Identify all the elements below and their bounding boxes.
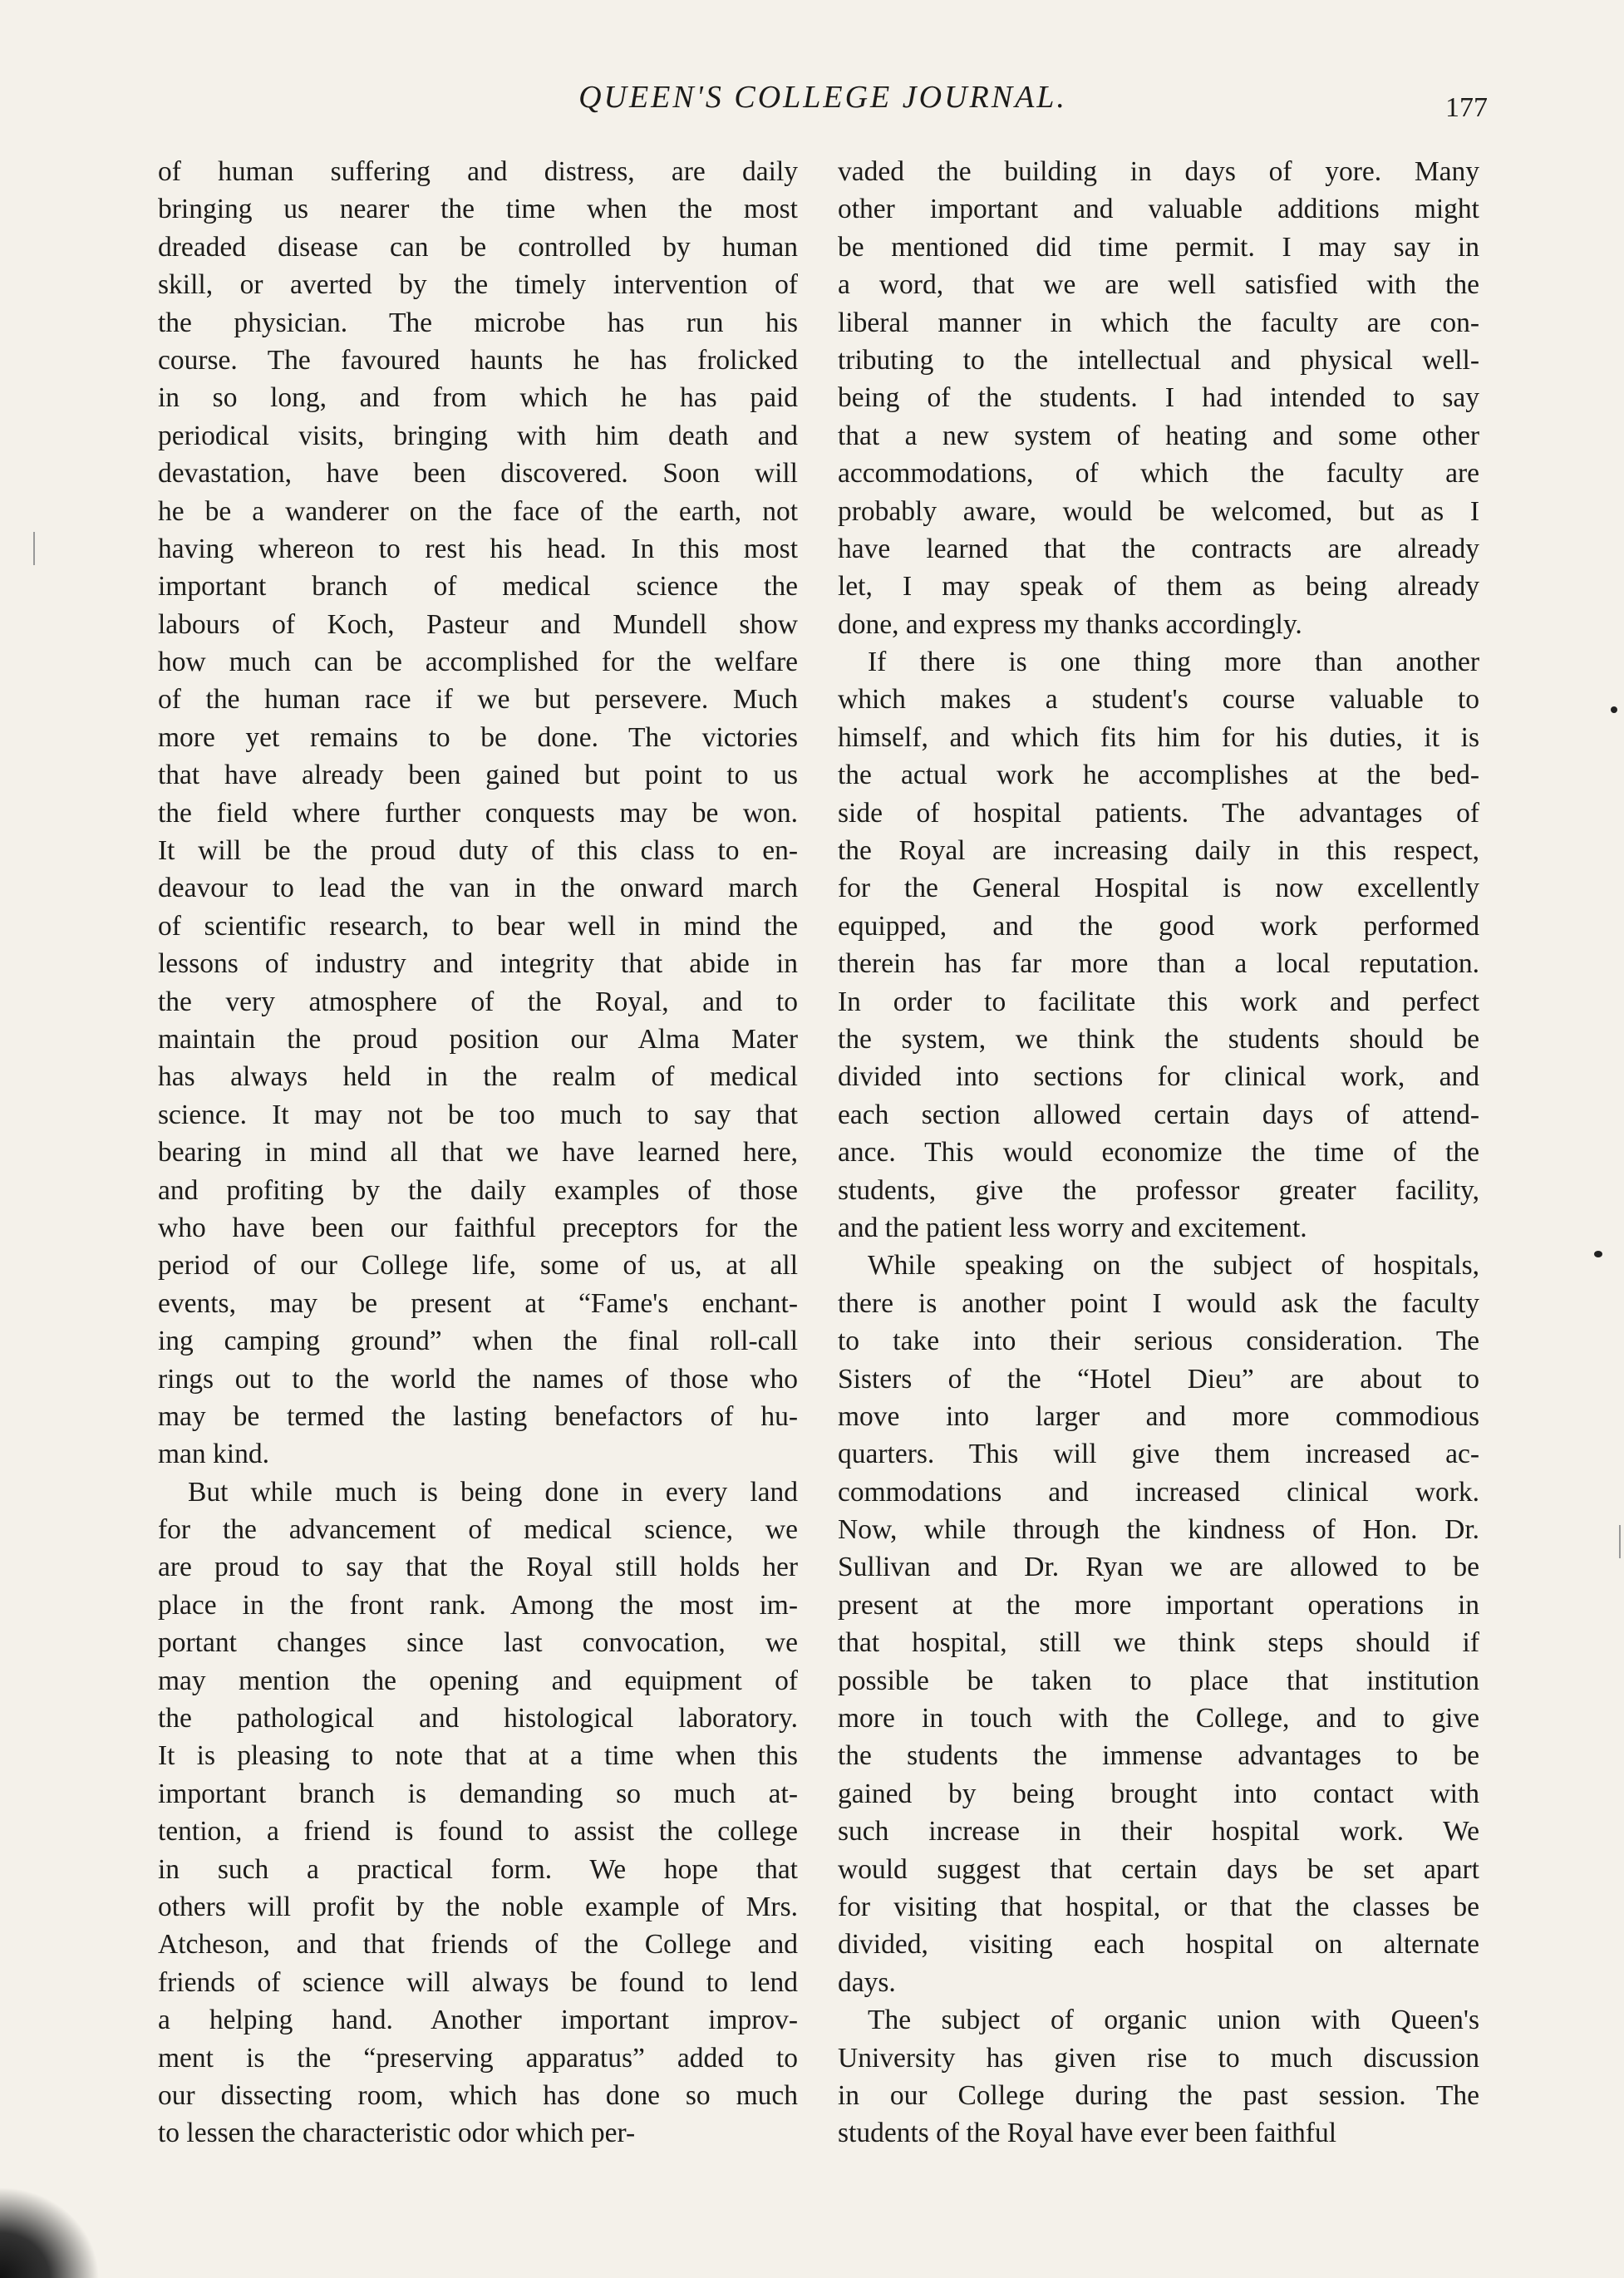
text-line: portant changes since last convocation, we	[158, 1627, 798, 1659]
text-line: The subject of organic union with Queen's	[868, 2005, 1479, 2036]
text-line: in our College during the past session. The	[838, 2079, 1479, 2111]
text-line: who have been our faithful preceptors for the	[158, 1212, 798, 1243]
text-line: man kind.	[158, 1439, 269, 1470]
text-line: Atcheson, and that friends of the College and	[158, 1929, 798, 1961]
text-line: the students the immense advantages to be	[838, 1740, 1479, 1772]
text-line: gained by being brought into contact with	[838, 1778, 1479, 1809]
text-line: bringing us nearer the time when the most	[158, 194, 798, 225]
text-line: University has given rise to much discussion	[838, 2042, 1479, 2074]
text-line: commodations and increased clinical work.	[838, 1476, 1479, 1508]
text-line: science. It may not be too much to say that	[158, 1099, 798, 1130]
text-line: a word, that we are well satisfied with the	[838, 269, 1479, 301]
text-line: more yet remains to be done. The victories	[158, 721, 798, 753]
text-line: there is another point I would ask the faculty	[838, 1287, 1479, 1319]
text-line: that hospital, still we think steps should if	[838, 1627, 1479, 1659]
text-line: Sisters of the “Hotel Dieu” are about to	[838, 1363, 1479, 1395]
text-line: important branch is demanding so much at-	[158, 1778, 798, 1809]
text-line: divided, visiting each hospital on alternate	[838, 1929, 1479, 1961]
text-line: It will be the proud duty of this class to en-	[158, 835, 798, 867]
text-line: events, may be present at “Fame's enchant-	[158, 1287, 798, 1319]
text-line: ing camping ground” when the final roll-call	[158, 1326, 798, 1357]
text-line: skill, or averted by the timely intervention of	[158, 269, 798, 301]
text-line: has always held in the realm of medical	[158, 1061, 798, 1093]
text-line: to take into their serious consideration. The	[838, 1326, 1479, 1357]
text-line: ance. This would economize the time of the	[838, 1137, 1479, 1169]
text-line: in so long, and from which he has paid	[158, 382, 798, 414]
text-line: of human suffering and distress, are daily	[158, 156, 798, 187]
text-line: dreaded disease can be controlled by human	[158, 231, 798, 263]
text-line: divided into sections for clinical work, and	[838, 1061, 1479, 1093]
text-line: which makes a student's course valuable to	[838, 684, 1479, 716]
text-line: vaded the building in days of yore. Many	[838, 156, 1479, 187]
margin-mark	[1619, 1525, 1621, 1558]
text-line: each section allowed certain days of attend-	[838, 1099, 1479, 1130]
text-line: students of the Royal have ever been faithful	[838, 2118, 1337, 2149]
scan-edge-shadow	[0, 2187, 100, 2278]
text-line: quarters. This will give them increased ac-	[838, 1439, 1479, 1470]
text-line: would suggest that certain days be set apart	[838, 1853, 1479, 1885]
text-line: for the advancement of medical science, we	[158, 1514, 798, 1546]
text-line: the system, we think the students should be	[838, 1023, 1479, 1055]
text-line: that have already been gained but point to us	[158, 760, 798, 791]
text-line: bearing in mind all that we have learned here,	[158, 1137, 798, 1169]
text-line: It is pleasing to note that at a time when this	[158, 1740, 798, 1772]
text-line: to lessen the characteristic odor which per-	[158, 2118, 636, 2149]
text-line: having whereon to rest his head. In this most	[158, 533, 798, 564]
text-line: himself, and which fits him for his duties, it is	[838, 721, 1479, 753]
text-line: days.	[838, 1966, 896, 1998]
text-line: important branch of medical science the	[158, 571, 798, 603]
text-line: present at the more important operations in	[838, 1589, 1479, 1621]
text-line: are proud to say that the Royal still holds her	[158, 1552, 798, 1583]
text-line: have learned that the contracts are already	[838, 533, 1479, 564]
text-line: probably aware, would be welcomed, but as I	[838, 495, 1479, 527]
text-line: accommodations, of which the faculty are	[838, 458, 1479, 490]
text-line: that a new system of heating and some other	[838, 420, 1479, 451]
text-line: others will profit by the noble example of Mrs.	[158, 1891, 798, 1922]
text-line: may mention the opening and equipment of	[158, 1665, 798, 1696]
text-line: friends of science will always be found to lend	[158, 1966, 798, 1998]
text-line: other important and valuable additions might	[838, 194, 1479, 225]
text-line: possible be taken to place that institution	[838, 1665, 1479, 1696]
text-line: the very atmosphere of the Royal, and to	[158, 986, 798, 1017]
text-line: place in the front rank. Among the most im-	[158, 1589, 798, 1621]
scan-speck	[1611, 706, 1617, 713]
text-line: and the patient less worry and excitement.	[838, 1212, 1307, 1243]
text-line: may be termed the lasting benefactors of hu-	[158, 1400, 798, 1432]
text-line: and profiting by the daily examples of those	[158, 1174, 798, 1206]
text-line: students, give the professor greater facility,	[838, 1174, 1479, 1206]
text-line: maintain the proud position our Alma Mater	[158, 1023, 798, 1055]
paragraph	[158, 1474, 798, 2153]
text-line: But while much is being done in every land	[188, 1476, 798, 1508]
text-line: tributing to the intellectual and physical well-	[838, 344, 1479, 376]
text-line: equipped, and the good work performed	[838, 910, 1479, 942]
text-line: move into larger and more commodious	[838, 1400, 1479, 1432]
text-line: Now, while through the kindness of Hon. Dr.	[838, 1514, 1479, 1546]
text-line: in such a practical form. We hope that	[158, 1853, 798, 1885]
text-line: our dissecting room, which has done so much	[158, 2079, 798, 2111]
page-number: 177	[1445, 92, 1488, 123]
text-line: period of our College life, some of us, at all	[158, 1250, 798, 1282]
margin-mark	[33, 532, 35, 565]
text-line: liberal manner in which the faculty are con-	[838, 307, 1479, 338]
text-line: In order to facilitate this work and perfect	[838, 986, 1479, 1017]
text-line: for the General Hospital is now excellently	[838, 873, 1479, 904]
text-line: a helping hand. Another important improv-	[158, 2005, 798, 2036]
journal-title: QUEEN'S COLLEGE JOURNAL.	[578, 80, 1067, 115]
text-line: being of the students. I had intended to say	[838, 382, 1479, 414]
text-line: the field where further conquests may be won.	[158, 797, 798, 829]
paragraph	[838, 1247, 1479, 2001]
text-line: of scientific research, to bear well in mind the	[158, 910, 798, 942]
text-line: be mentioned did time permit. I may say in	[838, 231, 1479, 263]
text-line: devastation, have been discovered. Soon will	[158, 458, 798, 490]
text-line: lessons of industry and integrity that abide in	[158, 948, 798, 980]
text-line: the pathological and histological laboratory.	[158, 1703, 798, 1734]
text-line: such increase in their hospital work. We	[838, 1816, 1479, 1847]
text-line: of the human race if we but persevere. Much	[158, 684, 798, 716]
text-line: side of hospital patients. The advantages of	[838, 797, 1479, 829]
text-line: for visiting that hospital, or that the classes be	[838, 1891, 1479, 1922]
left-column	[158, 153, 798, 2153]
right-column	[838, 153, 1479, 2153]
scan-speck	[1594, 1251, 1602, 1257]
text-line: tention, a friend is found to assist the college	[158, 1816, 798, 1847]
text-line: the Royal are increasing daily in this respect,	[838, 835, 1479, 867]
text-line: periodical visits, bringing with him death and	[158, 420, 798, 451]
text-line: the physician. The microbe has run his	[158, 307, 798, 338]
text-line: If there is one thing more than another	[868, 647, 1479, 678]
text-line: the actual work he accomplishes at the bed-	[838, 760, 1479, 791]
text-line: Sullivan and Dr. Ryan we are allowed to be	[838, 1552, 1479, 1583]
paragraph	[838, 153, 1479, 643]
text-line: how much can be accomplished for the welfare	[158, 647, 798, 678]
text-line: let, I may speak of them as being already	[838, 571, 1479, 603]
text-line: deavour to lead the van in the onward march	[158, 873, 798, 904]
paragraph	[838, 2001, 1479, 2153]
text-line: course. The favoured haunts he has frolicked	[158, 344, 798, 376]
text-line: labours of Koch, Pasteur and Mundell show	[158, 608, 798, 640]
text-line: rings out to the world the names of those who	[158, 1363, 798, 1395]
running-head	[0, 76, 1624, 126]
paragraph	[158, 153, 798, 1474]
paragraph	[838, 643, 1479, 1247]
text-line: therein has far more than a local reputation.	[838, 948, 1479, 980]
text-line: he be a wanderer on the face of the earth, not	[158, 495, 798, 527]
text-line: While speaking on the subject of hospitals,	[868, 1250, 1479, 1282]
text-line: ment is the “preserving apparatus” added to	[158, 2042, 798, 2074]
text-line: done, and express my thanks accordingly.	[838, 608, 1302, 640]
text-line: more in touch with the College, and to give	[838, 1703, 1479, 1734]
